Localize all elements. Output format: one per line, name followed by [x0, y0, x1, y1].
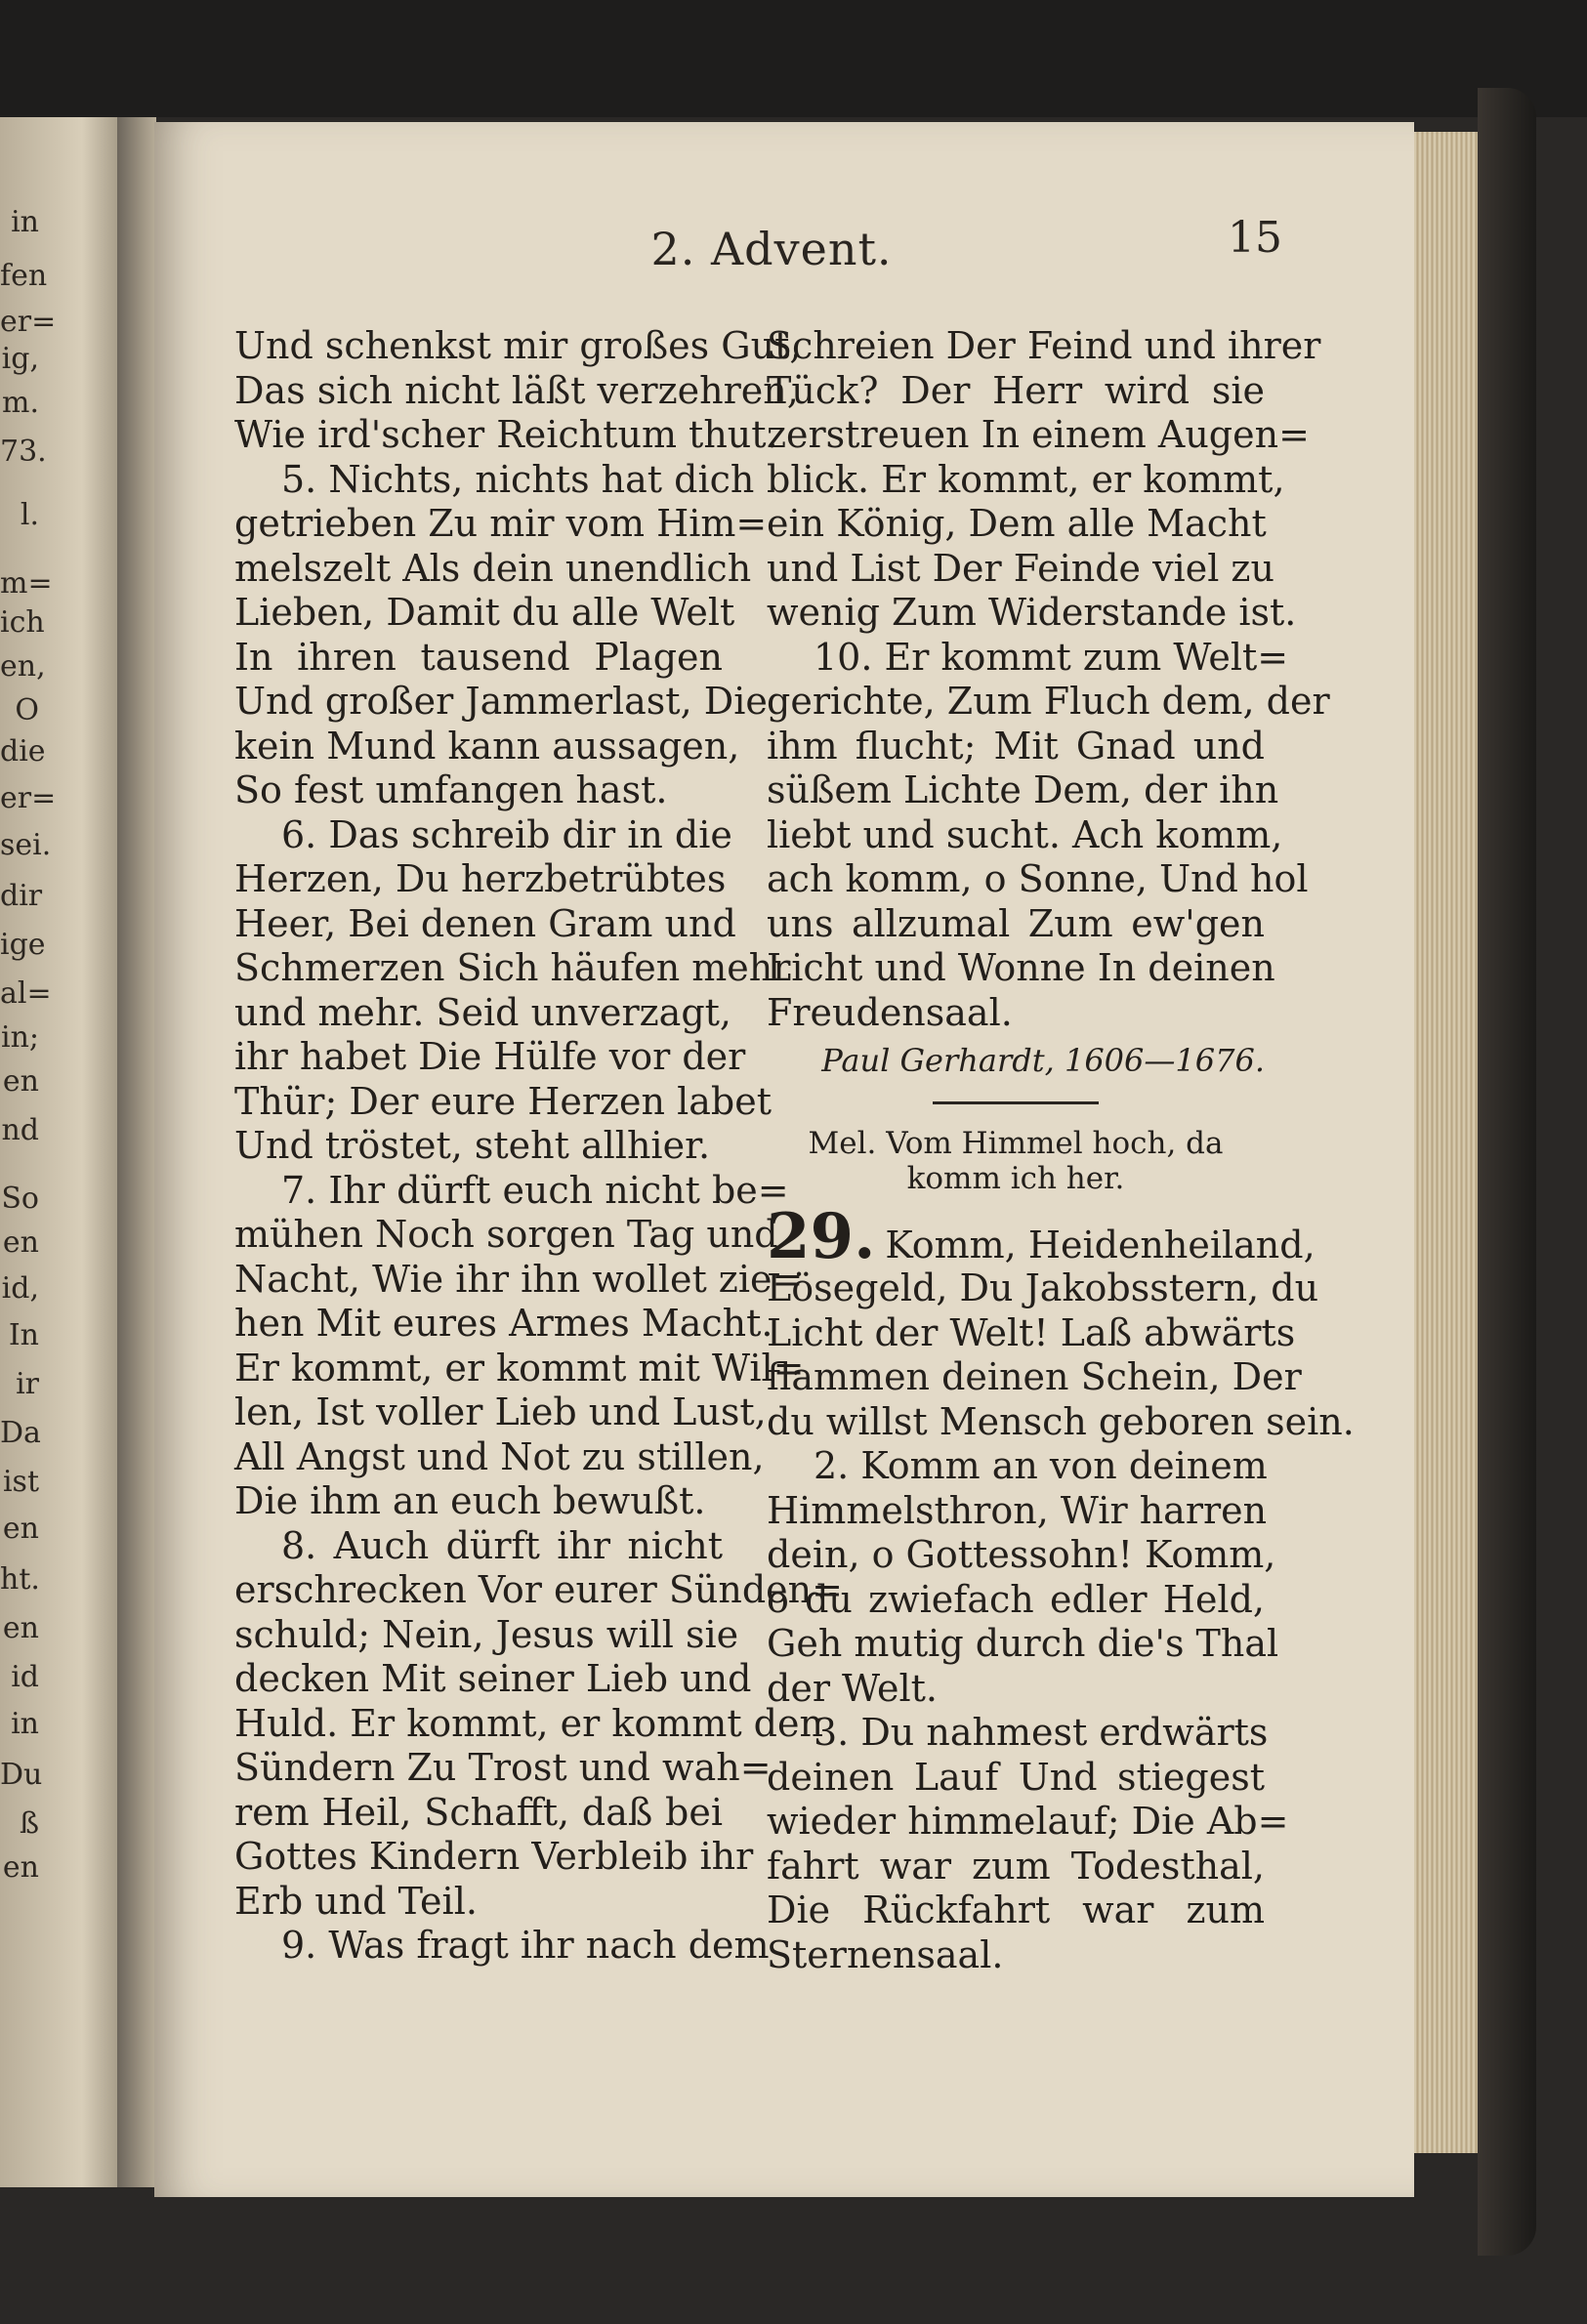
text-line: 5. Nichts, nichts hat dich	[281, 457, 755, 501]
text-line: 8. Auch dürft ihr nicht	[281, 1523, 723, 1567]
text-line: In ihren tausend Plagen	[234, 635, 723, 679]
left-page-fragment: nd	[1, 1113, 39, 1147]
text-line: Geh mutig durch die's Thal	[767, 1622, 1279, 1665]
text-line: Schmerzen Sich häufen mehr	[234, 946, 791, 989]
left-page-fragment: die	[0, 734, 46, 768]
text-line: rem Heil, Schafft, daß bei	[234, 1790, 723, 1834]
text-line: blick. Er kommt, er kommt,	[767, 457, 1285, 501]
left-page-fragment: 73.	[0, 435, 47, 469]
text-line: 6. Das schreib dir in die	[281, 812, 732, 856]
text-line: süßem Lichte Dem, der ihn	[767, 768, 1279, 811]
left-page-fragment: dir	[0, 879, 43, 913]
text-line: flammen deinen Schein, Der	[767, 1355, 1302, 1398]
text-line: Lösegeld, Du Jakobsstern, du	[767, 1266, 1319, 1309]
text-line: Und großer Jammerlast, Die	[234, 680, 768, 723]
text-line: decken Mit seiner Lieb und	[234, 1657, 752, 1700]
text-line: So fest umfangen hast.	[234, 768, 668, 811]
text-line: 10. Er kommt zum Welt=	[814, 635, 1289, 679]
text-line: Sündern Zu Trost und wah=	[234, 1746, 772, 1789]
text-line: Er kommt, er kommt mit Wil=	[234, 1346, 805, 1390]
text-line: Erb und Teil.	[234, 1879, 478, 1923]
left-page-fragment: Du	[0, 1758, 43, 1792]
text-line: 2. Komm an von deinem	[814, 1444, 1268, 1487]
text-line: Freudensaal.	[767, 990, 1013, 1034]
left-page-fragment: In	[8, 1318, 39, 1352]
hymn-first-line: Komm, Heidenheiland,	[885, 1224, 1316, 1266]
text-line: Die Rückfahrt war zum	[767, 1888, 1265, 1931]
left-page-fragment: m=	[0, 566, 53, 601]
right-column-top-text	[767, 324, 1330, 1035]
left-page-fragment: en	[2, 1064, 39, 1099]
text-line: Und schenkst mir großes Gut,	[234, 324, 802, 367]
text-line: ein König, Dem alle Macht	[767, 502, 1267, 545]
left-page-fragment: en	[2, 1850, 39, 1885]
text-line: dein, o Gottessohn! Komm,	[767, 1533, 1276, 1576]
text-line: wenig Zum Widerstande ist.	[767, 591, 1297, 634]
book-gutter	[117, 117, 156, 2187]
text-line: ihr habet Die Hülfe vor der	[234, 1035, 746, 1078]
text-line: Licht der Welt! Laß abwärts	[767, 1310, 1296, 1354]
left-page-edge	[0, 117, 117, 2187]
text-line: len, Ist voller Lieb und Lust,	[234, 1390, 767, 1433]
text-line: Huld. Er kommt, er kommt den	[234, 1701, 823, 1745]
text-line: Lieben, Damit du alle Welt	[234, 591, 735, 634]
text-line: 9. Was fragt ihr nach dem	[281, 1924, 770, 1967]
left-page-fragment: ß	[19, 1806, 39, 1841]
hymn-start	[767, 1200, 1316, 1273]
text-line: zerstreuen In einem Augen=	[767, 413, 1310, 456]
text-line: fahrt war zum Todesthal,	[767, 1844, 1265, 1888]
left-page-fragment: fen	[0, 259, 48, 293]
text-line: Himmelsthron, Wir harren	[767, 1488, 1268, 1532]
text-line: der Welt.	[767, 1666, 939, 1710]
left-page-fragment: sei.	[0, 828, 52, 862]
left-page-fragment: m.	[2, 386, 39, 420]
left-page-fragment: in	[11, 205, 39, 239]
text-line: 7. Ihr dürft euch nicht be=	[281, 1168, 789, 1212]
text-line: Schreien Der Feind und ihrer	[767, 324, 1321, 367]
left-page-fragment: l.	[20, 498, 39, 532]
text-line: 3. Du nahmest erdwärts	[814, 1711, 1269, 1754]
text-line: wieder himmelauf; Die Ab=	[767, 1800, 1289, 1843]
left-page-fragment: in;	[0, 1020, 39, 1055]
text-line: o du zwiefach edler Held,	[767, 1577, 1265, 1621]
text-line: gerichte, Zum Fluch dem, der	[767, 680, 1330, 723]
text-line: schuld; Nein, Jesus will sie	[234, 1612, 739, 1656]
text-line: du willst Mensch geboren sein.	[767, 1399, 1355, 1443]
left-page-fragment: id	[11, 1660, 39, 1694]
left-page-fragment: en	[2, 1512, 39, 1546]
left-page-fragment: er=	[0, 305, 57, 339]
text-line: Thür; Der eure Herzen labet	[234, 1079, 772, 1123]
left-page-fragment: ige	[0, 928, 46, 962]
left-page-fragment: en	[2, 1225, 39, 1260]
left-page-fragment: al=	[0, 976, 52, 1011]
text-line: Gottes Kindern Verbleib ihr	[234, 1835, 754, 1878]
text-line: und List Der Feinde viel zu	[767, 546, 1274, 590]
left-page-fragment: er=	[0, 781, 57, 815]
right-column-bottom-text	[767, 1266, 1355, 1977]
running-head: 2. Advent.	[650, 223, 893, 275]
section-divider	[933, 1101, 1099, 1104]
left-page-fragment: en	[2, 1611, 39, 1645]
text-line: ach komm, o Sonne, Und hol	[767, 857, 1309, 900]
left-page-fragment: ht.	[0, 1562, 40, 1597]
text-line: Heer, Bei denen Gram und	[234, 901, 736, 945]
text-line: All Angst und Not zu stillen,	[234, 1434, 765, 1478]
text-line: melszelt Als dein unendlich	[234, 546, 752, 590]
page-number: 15	[1228, 213, 1282, 263]
left-page-fragment: ich	[0, 605, 45, 640]
left-page-fragment: ir	[16, 1367, 39, 1401]
left-page-fragment: ist	[2, 1465, 39, 1499]
text-line: Wie ird'scher Reichtum thut.	[234, 413, 778, 456]
text-line: Tück? Der Herr wird sie	[767, 368, 1265, 412]
text-line: liebt und sucht. Ach komm,	[767, 812, 1283, 856]
left-page-fragment: Da	[0, 1416, 41, 1450]
text-line: Das sich nicht läßt verzehren,	[234, 368, 799, 412]
melody-note: Mel. Vom Himmel hoch, da komm ich her.	[808, 1126, 1224, 1196]
attribution: Paul Gerhardt, 1606—1676.	[821, 1042, 1265, 1079]
text-line: getrieben Zu mir vom Him=	[234, 502, 768, 545]
backdrop	[0, 0, 1587, 117]
left-page-fragment: ig,	[1, 342, 39, 376]
left-page-fragment: So	[1, 1182, 39, 1216]
left-page-fragment: en,	[0, 649, 46, 684]
text-line: Die ihm an euch bewußt.	[234, 1479, 706, 1522]
text-line: Und tröstet, steht allhier.	[234, 1124, 711, 1167]
text-line: Nacht, Wie ihr ihn wollet zie=	[234, 1257, 804, 1301]
text-line: hen Mit eures Armes Macht.	[234, 1302, 773, 1345]
text-line: Licht und Wonne In deinen	[767, 946, 1275, 989]
text-line: uns allzumal Zum ew'gen	[767, 901, 1265, 945]
text-line: kein Mund kann aussagen,	[234, 724, 740, 768]
text-line: mühen Noch sorgen Tag und	[234, 1213, 778, 1256]
left-page-fragment: in	[11, 1707, 39, 1741]
right-column	[767, 324, 1355, 1977]
page-edges	[1414, 132, 1478, 2153]
text-line: Herzen, Du herzbetrübtes	[234, 857, 727, 900]
book-cover	[1478, 88, 1536, 2256]
text-line: deinen Lauf Und stiegest	[767, 1755, 1265, 1799]
hymn-number: 29.	[767, 1200, 876, 1273]
text-line: und mehr. Seid unverzagt,	[234, 990, 731, 1034]
text-line: Sternensaal.	[767, 1932, 1004, 1976]
text-line: ihm flucht; Mit Gnad und	[767, 724, 1265, 768]
text-line: erschrecken Vor eurer Sünden=	[234, 1568, 843, 1611]
left-page-fragment: O	[15, 693, 39, 727]
left-page-fragment: id,	[1, 1271, 39, 1306]
